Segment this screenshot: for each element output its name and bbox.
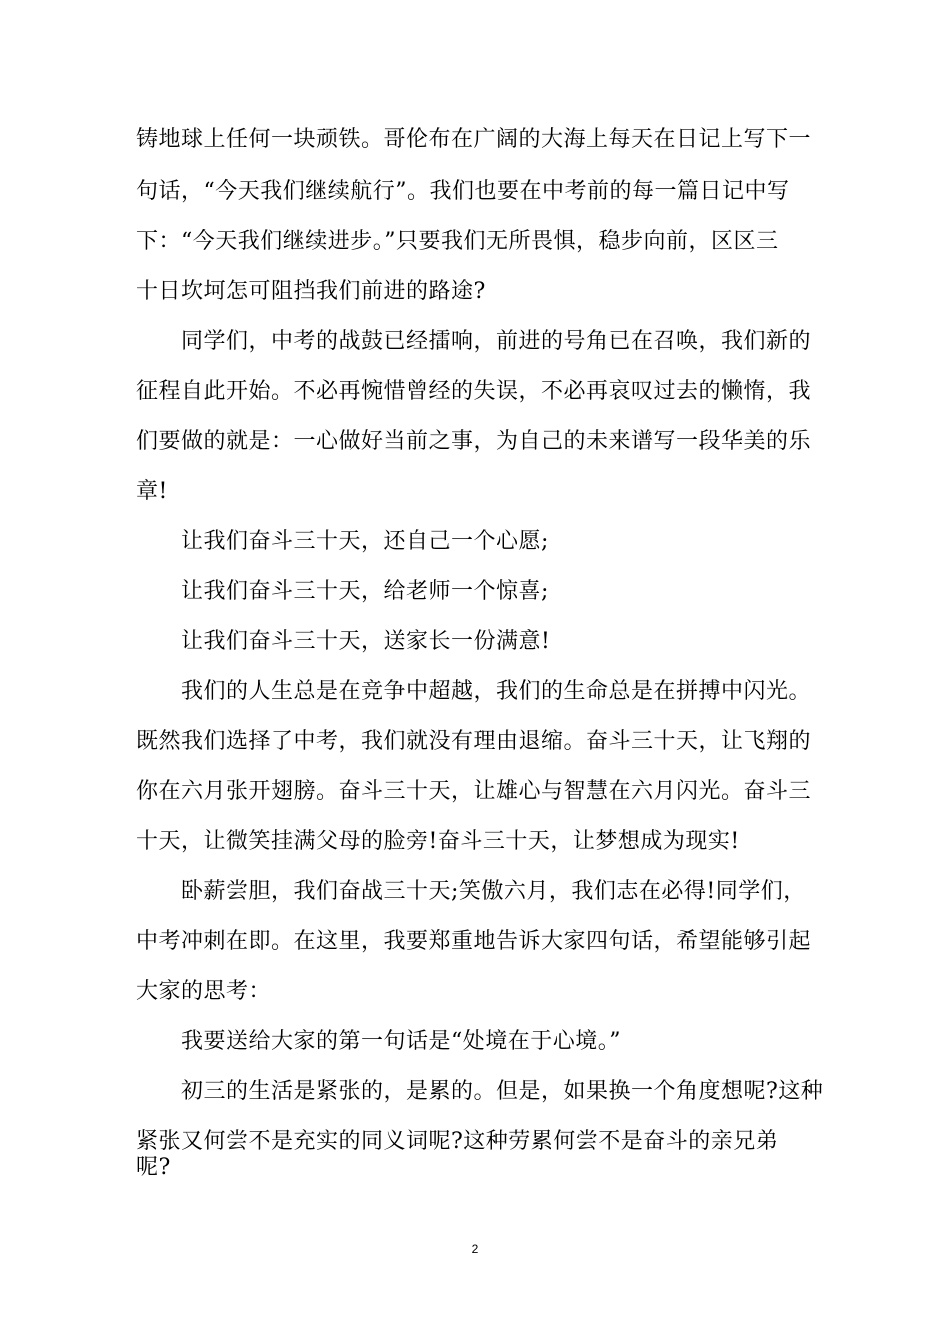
text-line: 同学们，中考的战鼓已经擂响，前进的号角已在召唤，我们新的 [181, 329, 812, 354]
text-line: 紧张又何尝不是充实的同义词呢?这种劳累何尝不是奋斗的亲兄弟 [136, 1129, 779, 1154]
page-number: 2 [471, 1242, 479, 1256]
text-line: 让我们奋斗三十天，送家长一份满意! [181, 629, 551, 654]
text-line: 中考冲刺在即。在这里，我要郑重地告诉大家四句话，希望能够引起 [136, 929, 812, 954]
text-line: 让我们奋斗三十天，给老师一个惊喜; [181, 579, 549, 604]
text-line: 下：“今天我们继续进步。”只要我们无所畏惧，稳步向前，区区三 [136, 229, 779, 254]
text-line: 我要送给大家的第一句话是“处境在于心境。” [181, 1029, 621, 1054]
text-line: 章! [136, 479, 168, 504]
text-line: 大家的思考： [136, 979, 272, 1004]
text-line: 呢? [136, 1155, 171, 1180]
text-line: 卧薪尝胆，我们奋战三十天;笑傲六月，我们志在必得!同学们， [181, 879, 806, 904]
text-line: 十天，让微笑挂满父母的脸旁!奋斗三十天，让梦想成为现实! [136, 829, 740, 854]
text-line: 初三的生活是紧张的，是累的。但是，如果换一个角度想呢?这种 [181, 1079, 824, 1104]
text-line: 铸地球上任何一块顽铁。哥伦布在广阔的大海上每天在日记上写下一 [136, 127, 812, 152]
text-line: 让我们奋斗三十天，还自己一个心愿; [181, 529, 549, 554]
text-line: 句话，“今天我们继续航行”。我们也要在中考前的每一篇日记中写 [136, 179, 790, 204]
text-line: 你在六月张开翅膀。奋斗三十天，让雄心与智慧在六月闪光。奋斗三 [136, 779, 812, 804]
text-line: 们要做的就是：一心做好当前之事，为自己的未来谱写一段华美的乐 [136, 429, 812, 454]
text-line: 征程自此开始。不必再惋惜曾经的失误，不必再哀叹过去的懒惰，我 [136, 379, 812, 404]
text-line: 十日坎坷怎可阻挡我们前进的路途? [136, 279, 486, 304]
text-line: 既然我们选择了中考，我们就没有理由退缩。奋斗三十天，让飞翔的 [136, 729, 812, 754]
text-line: 我们的人生总是在竞争中超越，我们的生命总是在拼搏中闪光。 [181, 679, 812, 704]
